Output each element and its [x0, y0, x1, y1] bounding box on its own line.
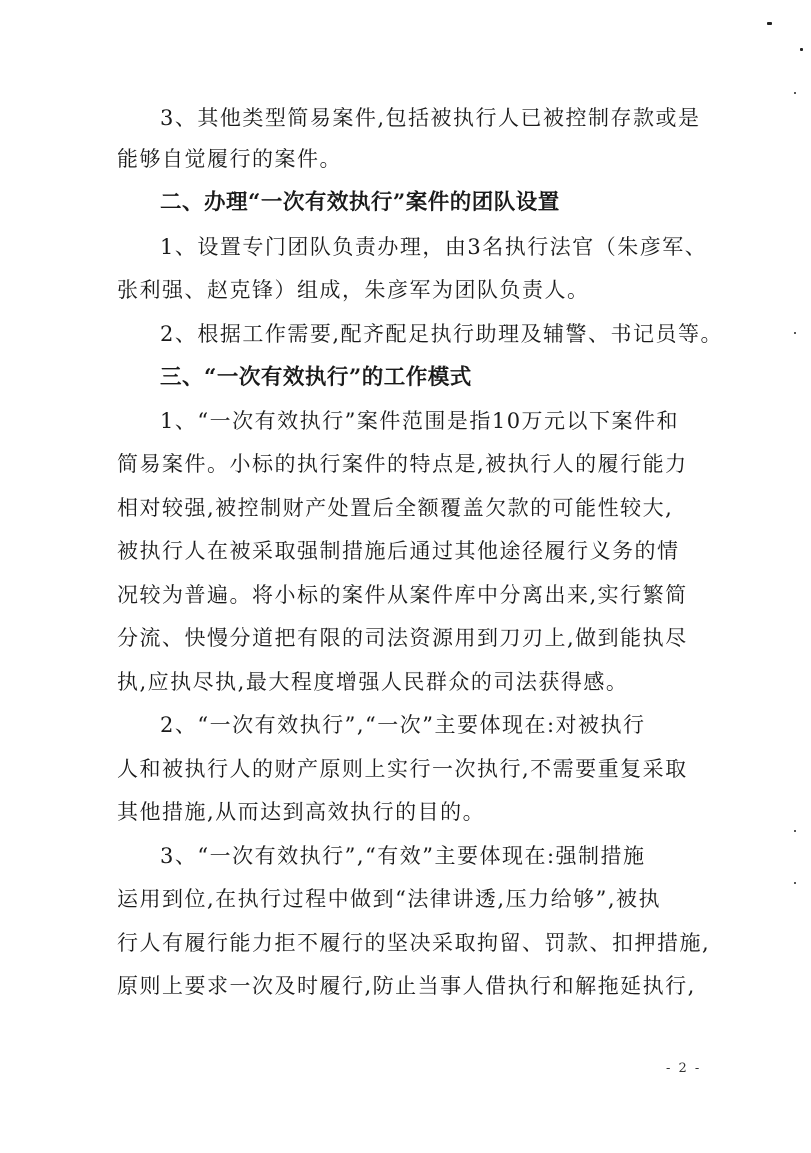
- paragraph-line: 简易案件。小标的执行案件的特点是,被执行人的履行能力: [117, 452, 688, 476]
- scan-speck: [794, 882, 796, 884]
- paragraph-line: 3、其他类型简易案件,包括被执行人已被控制存款或是: [160, 106, 701, 130]
- section-heading: 三、“一次有效执行”的工作模式: [160, 365, 472, 390]
- paragraph-line: 2、根据工作需要,配齐配足执行助理及辅警、书记员等。: [160, 322, 724, 346]
- paragraph-line: 其他措施,从而达到高效执行的目的。: [117, 800, 486, 824]
- scan-speck: [794, 332, 796, 334]
- section-heading: 二、办理“一次有效执行”案件的团队设置: [160, 190, 560, 215]
- paragraph-line: 分流、快慢分道把有限的司法资源用到刀刃上,做到能执尽: [117, 626, 688, 650]
- paragraph-line: 运用到位,在执行过程中做到“法律讲透,压力给够”,被执: [117, 887, 661, 911]
- scan-speck: [794, 92, 796, 94]
- scan-speck: [800, 48, 803, 51]
- paragraph-line: 况较为普遍。将小标的案件从案件库中分离出来,实行繁简: [117, 583, 688, 607]
- paragraph-line: 被执行人在被采取强制措施后通过其他途径履行义务的情: [117, 539, 680, 563]
- paragraph-line: 1、“一次有效执行”案件范围是指10万元以下案件和: [160, 409, 680, 433]
- paragraph-line: 3、“一次有效执行”,“有效”主要体现在:强制措施: [160, 844, 646, 868]
- paragraph-line: 张利强、赵克锋）组成，朱彦军为团队负责人。: [117, 278, 590, 302]
- page-number: - 2 -: [666, 1061, 702, 1076]
- paragraph-line: 2、“一次有效执行”,“一次”主要体现在:对被执行: [160, 713, 646, 737]
- paragraph-line: 行人有履行能力拒不履行的坚决采取拘留、罚款、扣押措施,: [117, 931, 711, 955]
- paragraph-line: 1、设置专门团队负责办理，由3名执行法官（朱彦军、: [160, 235, 708, 259]
- paragraph-line: 原则上要求一次及时履行,防止当事人借执行和解拖延执行,: [117, 974, 696, 998]
- scan-speck: [767, 22, 772, 25]
- paragraph-line: 相对较强,被控制财产处置后全额覆盖欠款的可能性较大,: [117, 496, 674, 520]
- paragraph-line: 执,应执尽执,最大程度增强人民群众的司法获得感。: [117, 670, 629, 694]
- paragraph-line: 人和被执行人的财产原则上实行一次执行,不需要重复采取: [117, 757, 688, 781]
- paragraph-line: 能够自觉履行的案件。: [117, 147, 342, 171]
- scan-speck: [794, 830, 796, 832]
